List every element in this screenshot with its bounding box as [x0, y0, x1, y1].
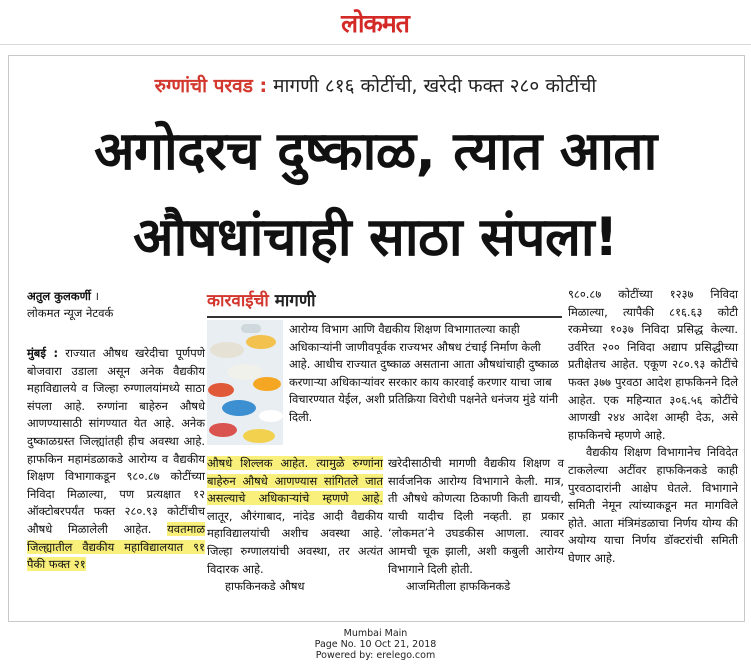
- kicker-text: मागणी ८१६ कोटींची, खरेदी फक्त २८० कोटींची: [273, 75, 597, 97]
- column-1-highlight: यवतमाळ जिल्ह्यातील वैद्यकीय महाविद्यालयात ९१ पैकी फक्त २१: [27, 521, 205, 572]
- column-1-body: राज्यात औषध खरेदीचा पूर्णपणे बोजवारा उडाला असून अनेक वैद्यकीय महाविद्यालये व जिल्हा रुग्णालयांमध्ये साठा संपला आहे. रुग्णांना बाहेरुन औषधे आणण्यासाठी सांगण्यात येत आहे. अनेक दुष्काळग्रस्त जिल्ह्यांतही हीच अवस्था आहे. हाफकिन महामंडळाकडे आरोग्य व वैद्यकीय शिक्षण विभागाकडून ९८०.८७ कोटींच्या निविदा मिळाल्या, पण प्रत्यक्षात १२ ऑक्टोबरपर्यंत फक्त २८०.९३ कोटींचीच औषधे मिळालेली आहेत.: [27, 346, 205, 536]
- page-footer: [0, 628, 751, 661]
- kicker-label: रुग्णांची परवड :: [154, 75, 268, 97]
- dateline: मुंबई :: [27, 346, 59, 360]
- byline: [27, 288, 212, 322]
- page-info: Page No. 10 Oct 21, 2018: [314, 639, 437, 650]
- column-3-para-2: आजमितीला हाफकिनकडे: [406, 579, 511, 594]
- medicine-photo: [207, 320, 283, 445]
- powered-by: Powered by: erelego.com: [315, 650, 436, 661]
- column-4-body: ९८०.८७ कोटींच्या १२३७ निविदा मिळाल्या, त्यापैकी ८१६.६३ कोटी रकमेच्या १०३७ निविदा प्रसिद्ध केल्या. उर्वरित २०० निविदा अद्याप प्रसिद्धीच्या प्रतीक्षेतच आहेत. एकूण २८०.९३ कोटींचे फक्त ३७७ पुरवठा आदेश हाफकिनने दिले आहेत. एक महिन्यात ३०६.५६ कोटींचे आणखी २४४ आदेश आम्ही देऊ, असे हाफकिनचे म्हणणे आहे.: [568, 287, 738, 442]
- headline-line-1: अगोदरच दुष्काळ, त्यात आता: [94, 121, 657, 182]
- newspaper-logo: लोकमत: [341, 9, 409, 38]
- sidebox: [207, 288, 562, 448]
- sidebox-title-dark: मागणी: [274, 291, 316, 311]
- column-2-highlight: औषधे शिल्लक आहेत. त्यामुळे रुग्णांना बाहेरुन औषधे आणण्यास सांगितले जात असल्याचे अधिकाऱ्यांचे म्हणणे आहे.: [207, 456, 383, 506]
- sidebox-text: आरोग्य विभाग आणि वैद्यकीय शिक्षण विभागातल्या काही अधिकाऱ्यांनी जाणीवपूर्वक राज्यभर औषध टंचाई निर्माण केली आहे. आधीच राज्यात दुष्काळ असताना आता औषधांचाही दुष्काळ करणाऱ्या अधिकाऱ्यांवर सरकार काय कारवाई करणार याचा जाब विचारण्यात येईल, अशी प्रतिक्रिया विरोधी पक्षनेते धनंजय मुंडे यांनी दिली.: [289, 322, 559, 424]
- sidebox-title-red: कारवाईची: [207, 291, 269, 311]
- edition-name: Mumbai Main: [343, 628, 408, 639]
- masthead: [0, 0, 751, 45]
- column-2-para-2: हाफकिनकडे औषध: [225, 579, 305, 594]
- article-column-2: [207, 455, 383, 596]
- news-desk: लोकमत न्यूज नेटवर्क: [27, 306, 114, 320]
- headline-line-2: औषधांचाही साठा संपला!: [133, 207, 618, 268]
- column-2-body: लातूर, औरंगाबाद, नांदेड आदी वैद्यकीय महाविद्यालयांची अशीच अवस्था आहे. जिल्हा रुग्णालयांची अवस्था, तर अत्यंत विदारक आहे.: [207, 508, 383, 576]
- author-name: अतुल कुलकर्णी: [27, 289, 91, 303]
- article-column-1: [27, 345, 205, 574]
- byline-separator: ।: [94, 289, 99, 303]
- kicker: [0, 72, 751, 98]
- column-3-body: खरेदीसाठीची मागणी वैद्यकीय शिक्षण व सार्वजनिक आरोग्य विभागाने केली. मात्र, ती औषधे कोणत्या ठिकाणी किती द्यायची, याची यादीच दिली नव्हती. हा प्रकार ‘लोकमत’ने उघडकीस आणला. त्यावर आमची चूक झाली, अशी कबुली आरोग्य विभागाने दिली होती.: [388, 456, 564, 576]
- article-column-3: [388, 455, 564, 596]
- article-column-4: [568, 286, 738, 568]
- column-4-para-2: वैद्यकीय शिक्षण विभागानेच निविदेत टाकलेल्या अटींवर हाफकिनकडे काही पुरवठादारांनी आक्षेप घेतले. विभागाने समिती नेमून त्यांच्याकडून मत मागविले होते. आता मंत्रिमंडळाचा निर्णय योग्य की अयोग्य याचा निर्णय डॉक्टरांची समिती घेणार आहे.: [568, 445, 738, 565]
- sidebox-title: [207, 288, 562, 318]
